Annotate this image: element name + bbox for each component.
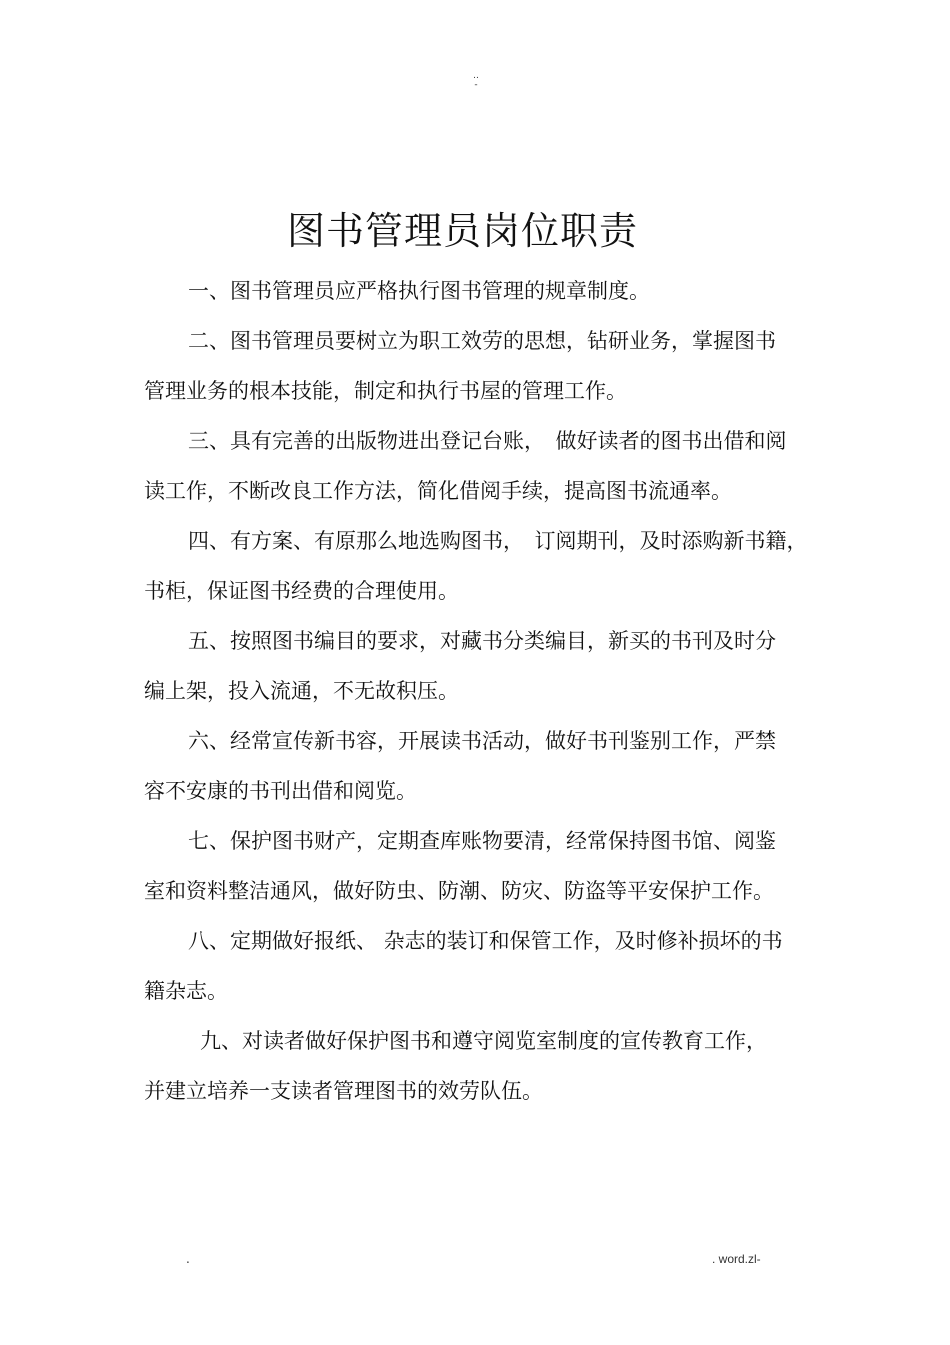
paragraph-line: 书柜，保证图书经费的合理使用。	[144, 579, 459, 603]
paragraph-line: 容不安康的书刊出借和阅览。	[144, 779, 417, 803]
footer-right-text: . word.zl-	[712, 1252, 761, 1266]
document-title: 图书管理员岗位职责	[286, 209, 638, 253]
paragraph-line: 六、经常宣传新书容，开展读书活动，做好书刊鉴别工作，严禁	[188, 729, 776, 753]
paragraph-line: 八、定期做好报纸、 杂志的装订和保管工作，及时修补损坏的书	[188, 929, 783, 953]
header-mark-top: ..	[473, 71, 479, 81]
paragraph-line: 一、图书管理员应严格执行图书管理的规章制度。	[188, 279, 650, 303]
paragraph-line: 五、按照图书编目的要求，对藏书分类编目，新买的书刊及时分	[188, 629, 776, 653]
paragraph-line: 室和资料整洁通风，做好防虫、防潮、防灾、防盗等平安保护工作。	[144, 879, 774, 903]
paragraph-line: 并建立培养一支读者管理图书的效劳队伍。	[144, 1079, 543, 1103]
paragraph-line: 读工作，不断改良工作方法，简化借阅手续，提高图书流通率。	[144, 479, 732, 503]
paragraph-line: 三、具有完善的出版物进出登记台账， 做好读者的图书出借和阅	[188, 429, 787, 453]
header-mark-bottom: -	[474, 80, 478, 90]
footer-left-mark: .	[186, 1252, 190, 1266]
paragraph-line: 编上架，投入流通，不无故积压。	[144, 679, 459, 703]
paragraph-line: 七、保护图书财产，定期查库账物要清，经常保持图书馆、阅鉴	[188, 829, 776, 853]
paragraph-line: 九、对读者做好保护图书和遵守阅览室制度的宣传教育工作，	[200, 1029, 767, 1053]
paragraph-line: 籍杂志。	[144, 979, 228, 1003]
paragraph-line: 四、有方案、有原那么地选购图书， 订阅期刊，及时添购新书籍，	[188, 529, 808, 553]
paragraph-line: 二、图书管理员要树立为职工效劳的思想，钻研业务，掌握图书	[188, 329, 776, 353]
paragraph-line: 管理业务的根本技能，制定和执行书屋的管理工作。	[144, 379, 627, 403]
page-header-marks	[470, 72, 482, 90]
